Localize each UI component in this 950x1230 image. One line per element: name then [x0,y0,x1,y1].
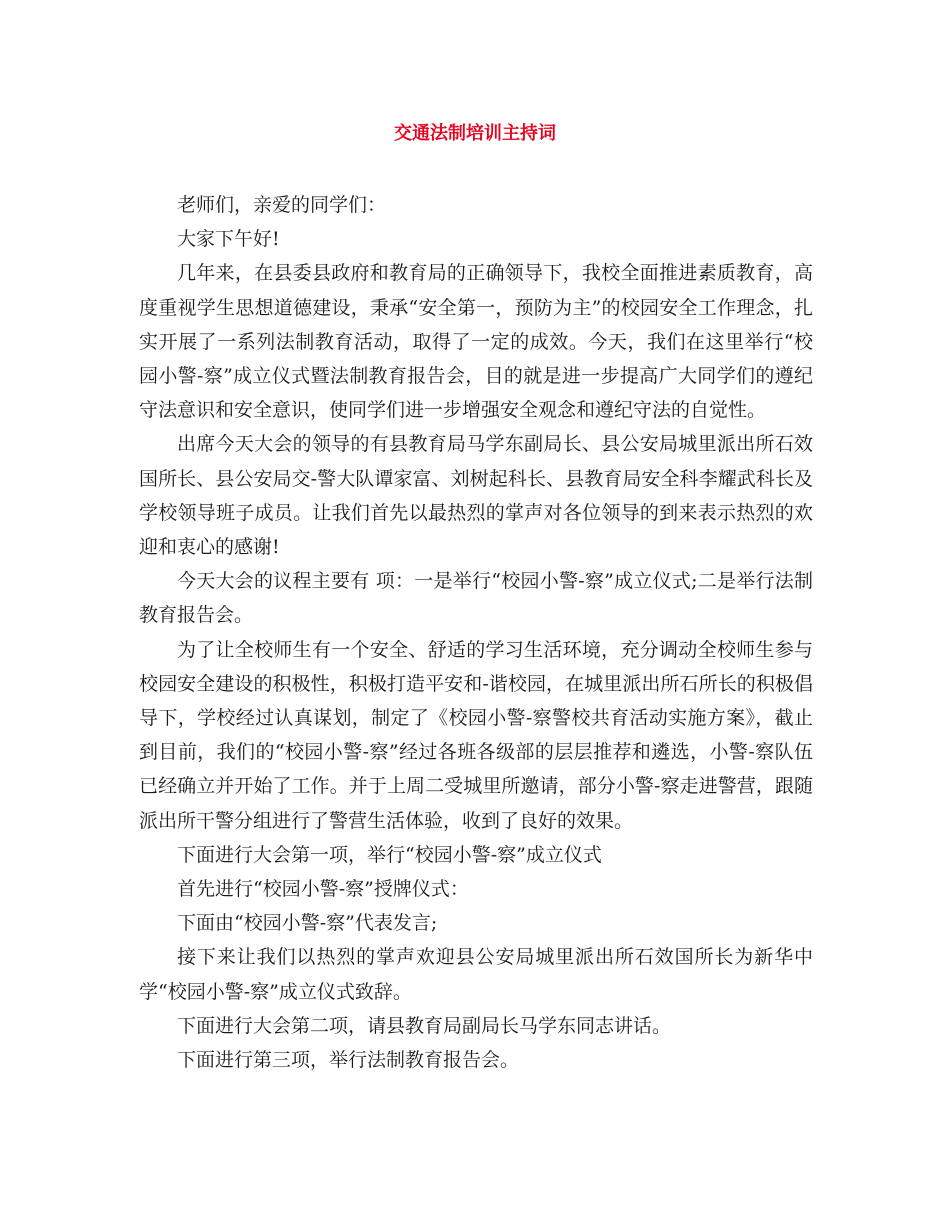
paragraph-agenda: 今天大会的议程主要有 项：一是举行“校园小警-察”成立仪式;二是举行法制教育报告会。 [139,570,813,627]
paragraph-good-afternoon: 大家下午好! [177,228,280,251]
paragraph-item-two: 下面进行大会第二项，请县教育局副局长马学东同志讲话。 [177,1014,672,1037]
document-title: 交通法制培训主持词 [394,123,556,144]
document-body [139,188,813,1077]
paragraph-welcome-speech: 接下来让我们以热烈的掌声欢迎县公安局城里派出所石效国所长为新华中学“校园小警-察”成立仪式致辞。 [139,946,813,1003]
paragraph-attending-leaders: 出席今天大会的领导的有县教育局马学东副局长、县公安局城里派出所石效国所长、县公安局交-警大队谭家富、刘树起科长、县教育局安全科李耀武科长及学校领导班子成员。让我们首先以最热烈的掌声对各位领导的到来表示热烈的欢迎和衷心的感谢! [139,433,813,559]
paragraph-item-one: 下面进行大会第一项，举行“校园小警-察”成立仪式 [177,843,602,866]
paragraph-item-three: 下面进行第三项，举行法制教育报告会。 [177,1049,520,1072]
paragraph-award-ceremony: 首先进行“校园小警-察”授牌仪式： [177,878,469,901]
paragraph-representative-speech: 下面由“校园小警-察”代表发言; [177,912,438,935]
paragraph-background: 几年来，在县委县政府和教育局的正确领导下，我校全面推进素质教育，高度重视学生思想道德建设，秉承“安全第一，预防为主”的校园安全工作理念，扎实开展了一系列法制教育活动，取得了一定的成效。今天，我们在这里举行“校园小警-察”成立仪式暨法制教育报告会，目的就是进一步提高广大同学们的遵纪守法意识和安全意识，使同学们进一步增强安全观念和遵纪守法的自觉性。 [139,262,813,422]
paragraph-program-intro: 为了让全校师生有一个安全、舒适的学习生活环境，充分调动全校师生参与校园安全建设的积极性，积极打造平安和-谐校园，在城里派出所石所长的积极倡导下，学校经过认真谋划，制定了《校园小警-察警校共育活动实施方案》，截止到目前，我们的“校园小警-察”经过各班各级部的层层推荐和遴选，小警-察队伍已经确立并开始了工作。并于上周二受城里所邀请，部分小警-察走进警营，跟随派出所干警分组进行了警营生活体验，收到了良好的效果。 [139,638,813,832]
paragraph-greeting: 老师们，亲爱的同学们： [177,194,387,216]
